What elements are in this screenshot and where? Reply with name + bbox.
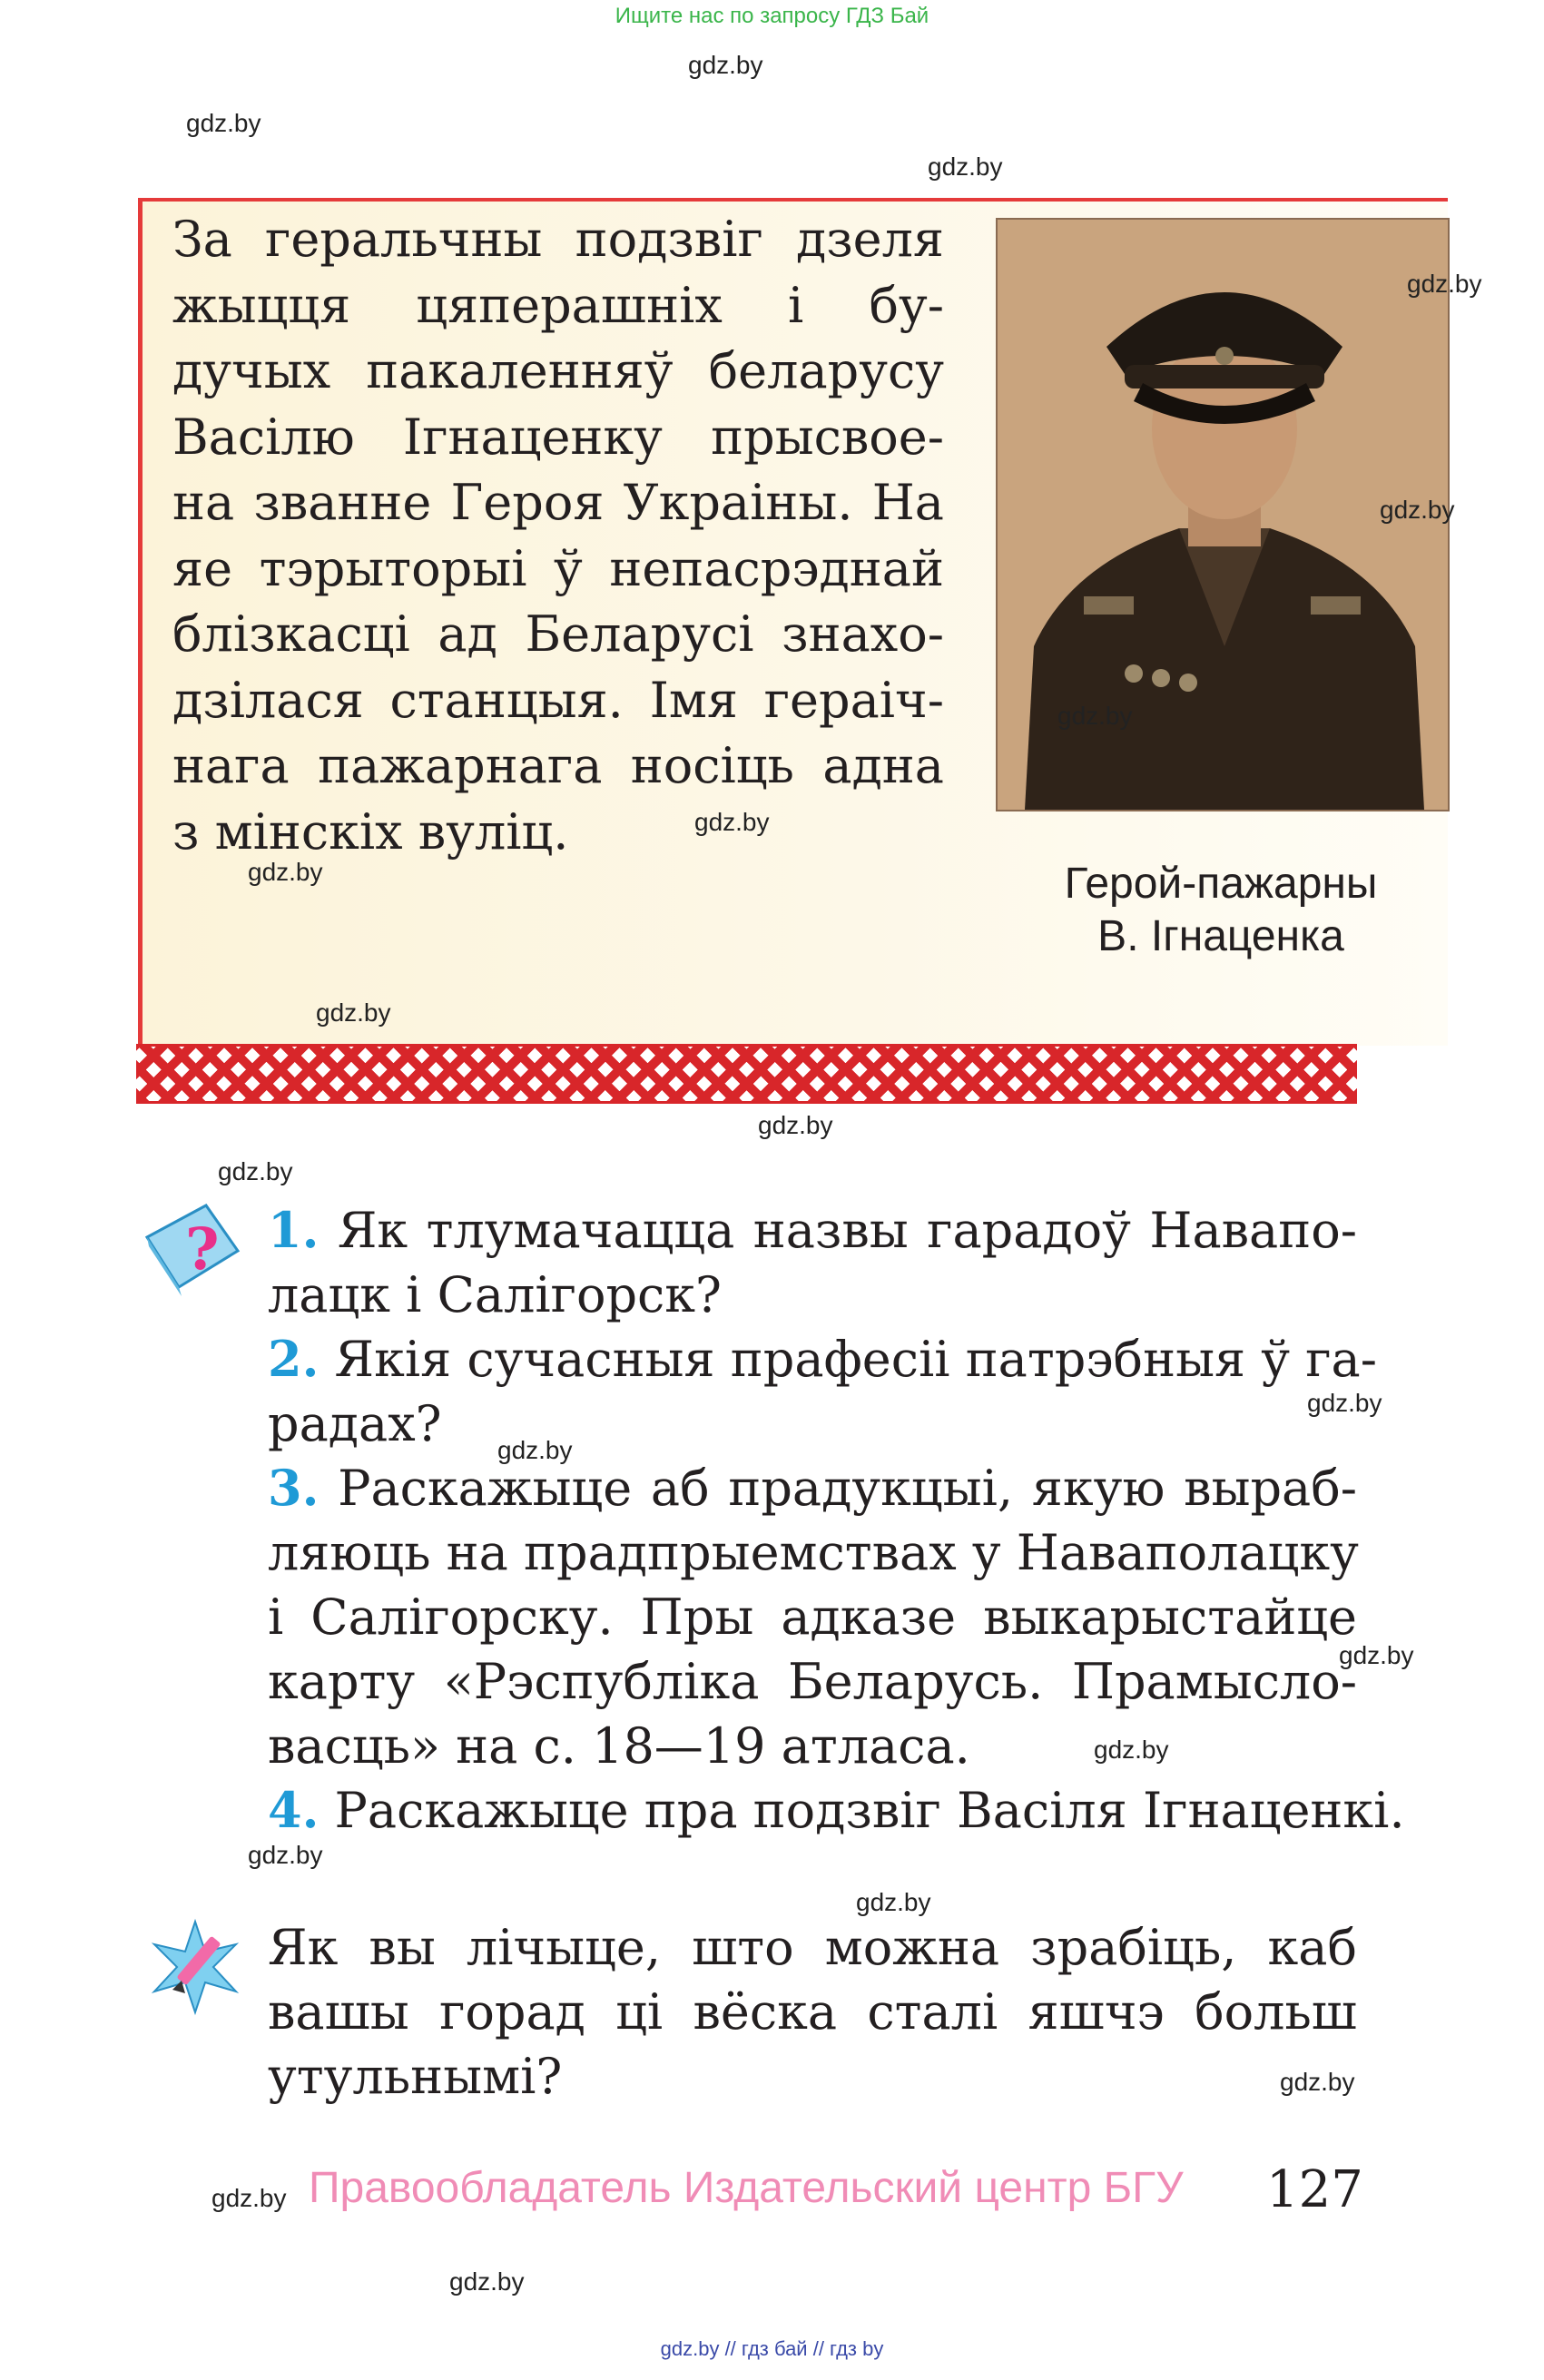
page-number: 127 [1266,2160,1363,2219]
hero-text-line: блізкасці ад Беларусі знахо- [172,605,944,663]
hero-text-line: Васілю Ігнаценку прысвое- [172,408,944,466]
task-line: утульнымі? [268,2048,563,2105]
hero-text [172,207,944,865]
watermark: gdz.by [497,1436,573,1464]
hero-text-line: з мінскіх вуліц. [172,802,569,861]
watermark: gdz.by [1380,496,1455,524]
question-3-cont: і Салігорску. Пры адказе выкарыстайце [268,1588,1357,1646]
copyright-holder: Правообладатель Издательский центр БГУ [309,2164,1184,2212]
svg-text:?: ? [185,1215,220,1283]
question-number: 2. [268,1330,320,1388]
question-3-cont: васць» на с. 18—19 атласа. [268,1717,970,1775]
watermark: gdz.by [248,1841,323,1869]
question-3-cont: карту «Рэспубліка Беларусь. Прамысло- [268,1653,1357,1710]
hero-text-line: на званне Героя Украіны. На [172,474,944,531]
question-icon [138,1196,247,1305]
watermark: gdz.by [928,152,1003,181]
question-4 [268,1778,1405,1843]
watermark: gdz.by [449,2267,525,2296]
hero-text-line: яе тэрыторыі ў непасрэднай [172,539,944,597]
question-1-cont: лацк і Салігорск? [268,1266,722,1323]
question-text: Якія сучасныя прафесіі патрэбныя ў га- [334,1331,1377,1388]
question-text: Раскажыце пра подзвіг Васіля Ігнаценкі. [334,1782,1405,1839]
question-1 [268,1198,1357,1263]
photo-caption [996,858,1446,963]
top-banner[interactable]: Ищите нас по запросу ГДЗ Бай [615,4,929,28]
bottom-links[interactable]: gdz.by // гдз бай // гдз by [660,2337,884,2360]
hero-text-line: нага пажарнага носіць адна [172,737,944,794]
watermark: gdz.by [694,808,770,836]
watermark: gdz.by [211,2184,287,2212]
watermark: gdz.by [1407,270,1482,298]
pencil-star-icon [145,1917,245,2017]
question-3 [268,1456,1357,1520]
task-line: Як вы лічыце, што можна зрабіць, каб [268,1919,1357,1976]
creative-task [268,1915,1357,2109]
watermark: gdz.by [1339,1641,1414,1669]
watermark: gdz.by [218,1157,293,1185]
task-line: вашы горад ці вёска сталі яшчэ больш [268,1983,1357,2041]
watermark: gdz.by [248,858,323,886]
watermark: gdz.by [1307,1389,1382,1417]
question-2 [268,1327,1377,1392]
ornament-divider [136,1044,1357,1104]
watermark: gdz.by [688,51,763,79]
question-2-cont: радах? [268,1395,442,1452]
question-number: 3. [268,1459,320,1517]
hero-text-line: За геральчны подзвіг дзеля [172,211,944,268]
photo-caption-line: В. Ігнаценка [1097,912,1344,960]
hero-text-line: жыцця цяперашніх і бу- [172,276,944,334]
watermark: gdz.by [1280,2068,1355,2096]
watermark: gdz.by [1094,1736,1169,1764]
question-3-cont: ляюць на прадпрыемствах у Наваполацку [268,1524,1359,1581]
watermark: gdz.by [186,109,261,137]
question-number: 4. [268,1781,320,1839]
watermark: gdz.by [1057,702,1133,730]
watermark: gdz.by [856,1888,931,1916]
watermark: gdz.by [316,998,391,1027]
question-text: Раскажыце аб прадукцыі, якую выраб- [338,1460,1357,1517]
hero-text-line: дучых пакаленняў беларусу [172,342,944,399]
watermark: gdz.by [758,1111,833,1139]
photo-caption-line: Герой-пажарны [1064,860,1378,908]
hero-text-line: дзілася станцыя. Імя гераіч- [172,671,944,729]
question-number: 1. [268,1201,320,1259]
question-text: Як тлумачацца назвы гарадоў Навапо- [337,1202,1358,1259]
